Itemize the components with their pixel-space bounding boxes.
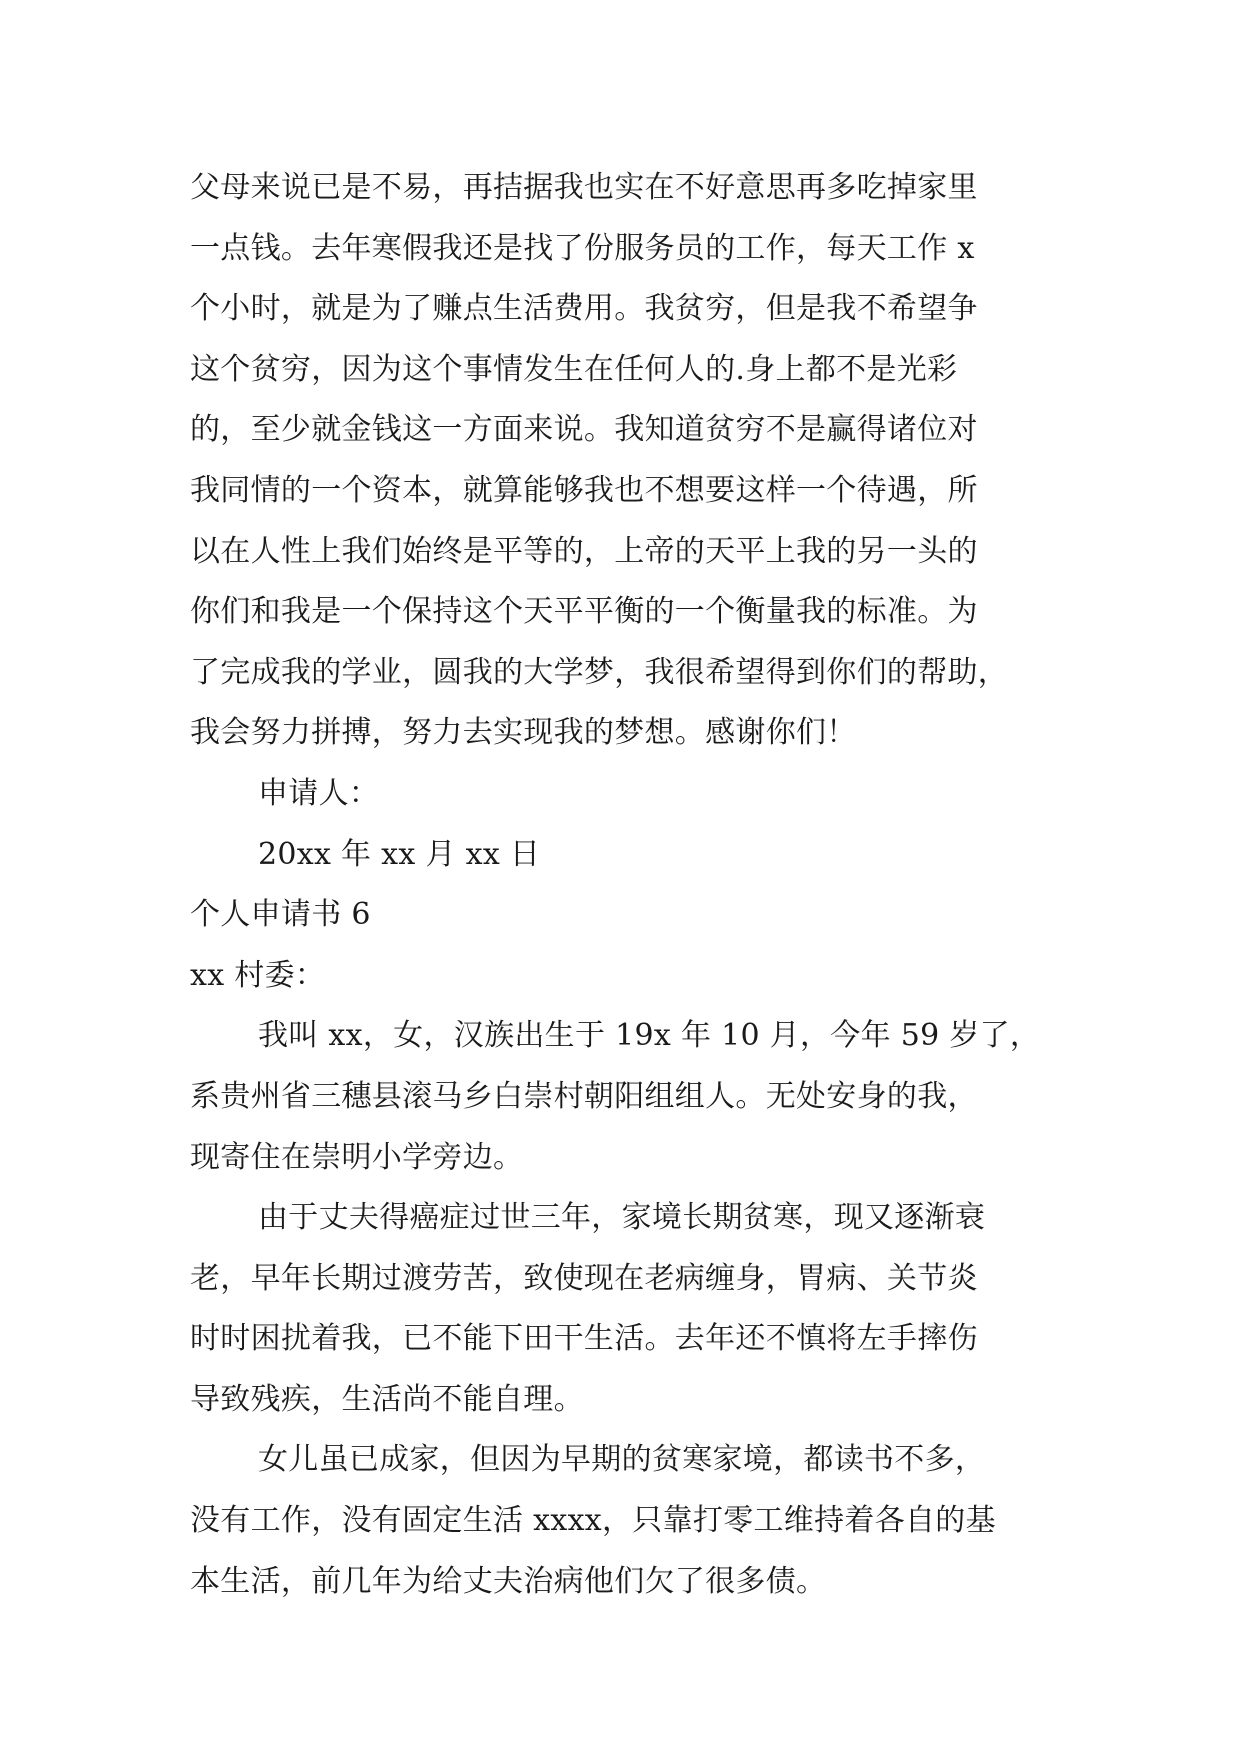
text-line: 我叫 xx，女，汉族出生于 19x 年 10 月，今年 59 岁了， (258, 1018, 1041, 1054)
salutation: xx 村委： (190, 957, 326, 993)
text-line: 一点钱。去年寒假我还是找了份服务员的工作，每天工作 x (190, 230, 975, 266)
text-line: 的，至少就金钱这一方面来说。我知道贫穷不是赢得诸位对 (190, 412, 978, 448)
text-line: 现寄住在崇明小学旁边。 (190, 1139, 524, 1175)
text-line: 导致残疾，生活尚不能自理。 (190, 1381, 584, 1417)
date-line: 20xx 年 xx 月 xx 日 (258, 836, 541, 872)
document-page (190, 158, 1070, 1612)
section-title: 个人申请书 6 (190, 897, 371, 933)
text-line: 你们和我是一个保持这个天平平衡的一个衡量我的标准。为 (190, 594, 978, 630)
text-line: 我会努力拼搏，努力去实现我的梦想。感谢你们！ (190, 715, 857, 751)
text-line: 这个贫穷，因为这个事情发生在任何人的.身上都不是光彩 (190, 351, 958, 387)
text-line: 时时困扰着我，已不能下田干生活。去年还不慎将左手摔伤 (190, 1321, 978, 1357)
applicant-label: 申请人： (258, 775, 380, 811)
text-line: 系贵州省三穗县滚马乡白崇村朝阳组组人。无处安身的我， (190, 1078, 978, 1114)
text-line: 父母来说已是不易，再拮据我也实在不好意思再多吃掉家里 (190, 170, 978, 205)
text-line: 女儿虽已成家，但因为早期的贫寒家境，都读书不多， (258, 1442, 986, 1478)
text-line: 老，早年长期过渡劳苦，致使现在老病缠身，胃病、关节炎 (190, 1260, 978, 1296)
text-line: 了完成我的学业，圆我的大学梦，我很希望得到你们的帮助， (190, 654, 1009, 690)
text-line: 我同情的一个资本，就算能够我也不想要这样一个待遇，所 (190, 472, 978, 508)
text-line: 本生活，前几年为给丈夫治病他们欠了很多债。 (190, 1563, 827, 1599)
text-line: 个小时，就是为了赚点生活费用。我贫穷，但是我不希望争 (190, 291, 978, 327)
text-line: 以在人性上我们始终是平等的，上帝的天平上我的另一头的 (190, 533, 978, 569)
text-line: 由于丈夫得癌症过世三年，家境长期贫寒，现又逐渐衰 (258, 1200, 986, 1236)
text-line: 没有工作，没有固定生活 xxxx，只靠打零工维持着各自的基 (190, 1503, 996, 1539)
